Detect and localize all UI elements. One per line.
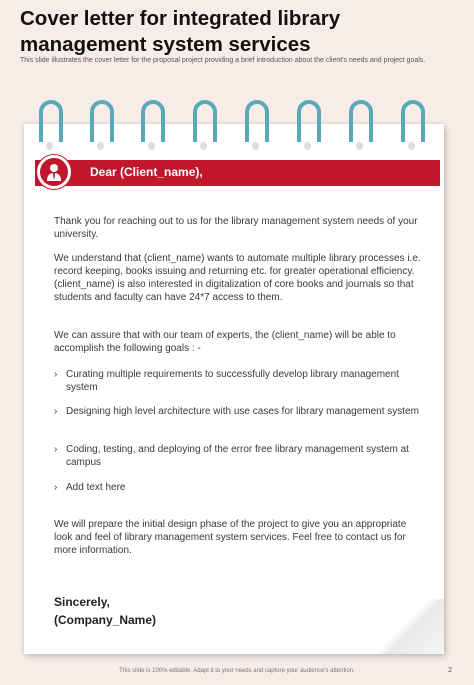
binder-ring-icon	[245, 100, 269, 142]
greeting-banner	[35, 160, 440, 186]
company-name: (Company_Name)	[54, 613, 157, 627]
list-item-text: Curating multiple requirements to successfully develop library management system	[66, 369, 399, 393]
closing-text: Sincerely,	[54, 595, 110, 609]
paragraph-understanding: We understand that (client_name) wants to automate multiple library processes i.e. record keeping, books issuing and returning etc. for greater operational efficiency. (client_name) is also interested in digitalization of core books and journals so that students and faculty can have 24*7 access to them.	[54, 253, 421, 303]
binder-ring-icon	[39, 100, 63, 142]
paragraph-next-steps: We will prepare the initial design phase of the project to give you an appropriate look and feel of library management system services. Feel free to contact us for more information.	[54, 519, 407, 556]
bullet-chevron-icon: ›	[54, 444, 58, 455]
page-curl	[374, 599, 444, 654]
paragraph-assurance: We can assure that with our team of experts, the (client_name) will be able to accomplish the following goals : -	[54, 330, 396, 354]
list-item-text: Designing high level architecture with use cases for library management system	[66, 406, 419, 417]
paragraph-intro: Thank you for reaching out to us for the library management system needs of your university.	[54, 216, 418, 240]
bullet-chevron-icon: ›	[54, 482, 58, 493]
binder-ring-icon	[141, 100, 165, 142]
person-icon	[37, 155, 71, 189]
list-item-text: Coding, testing, and deploying of the error free library management system at campus	[66, 444, 409, 468]
bullet-chevron-icon: ›	[54, 369, 58, 380]
binder-ring-icon	[297, 100, 321, 142]
binder-ring-icon	[349, 100, 373, 142]
page-subtitle: This slide illustrates the cover letter for the proposal project providing a brief introduction about the client's needs and project goals.	[20, 57, 426, 64]
binder-ring-icon	[90, 100, 114, 142]
greeting-text: Dear (Client_name),	[90, 165, 203, 179]
binder-ring-icon	[401, 100, 425, 142]
list-item-text: Add text here	[66, 482, 126, 493]
binder-ring-icon	[193, 100, 217, 142]
bullet-chevron-icon: ›	[54, 406, 58, 417]
binder-rings	[24, 100, 444, 150]
footer-note: This slide is 100% editable. Adapt it to your needs and capture your audience's attention.	[119, 668, 355, 674]
page-title: Cover letter for integrated library management system services	[20, 7, 341, 56]
page-number: 2	[448, 667, 452, 674]
